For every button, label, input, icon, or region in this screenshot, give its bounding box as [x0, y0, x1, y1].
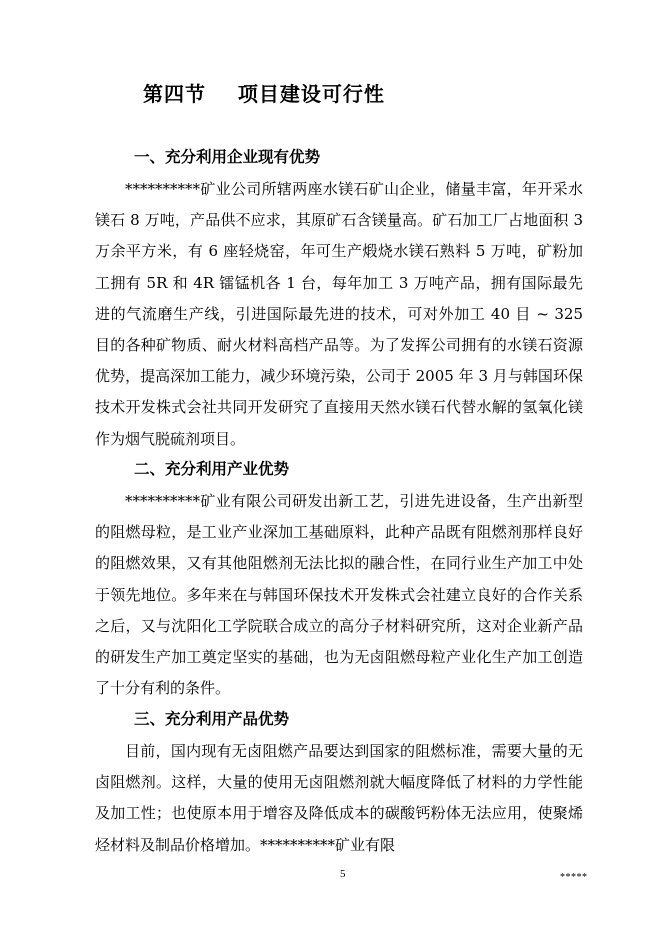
paragraph-2: **********矿业有限公司研发出新工艺，引进先进设备，生产出新型的阻燃母粒，是工业产业深加工基础原料，此种产品既有阻燃剂那样良好的阻燃效果，又有其他阻燃剂无法比拟的融合性，在同行业生产加工中处于领先地位。多年来在与韩国环保技术开发株式会社建立良好的合作关系之后，又与沈阳化工学院联合成立的高分子材料研究所，这对企业新产品的研发生产加工奠定坚实的基础，也为无卤阻燃母粒产业化生产加工创造了十分有利的条件。: [95, 492, 583, 698]
heading-3: 三、充分利用产品优势: [134, 710, 290, 728]
paragraph-3: 目前，国内现有无卤阻燃产品要达到国家的阻燃标准，需要大量的无卤阻燃剂。这样，大量的使用无卤阻燃剂就大幅度降低了材料的力学性能及加工性；也使原本用于增容及降低成本的碳酸钙粉体无法应用，使聚烯烃材料及制品价格增加。**********矿业有限: [95, 742, 583, 854]
heading-1: 一、充分利用企业现有优势: [134, 148, 321, 166]
page-number: 5: [340, 868, 346, 880]
paragraph-1: **********矿业公司所辖两座水镁石矿山企业，储量丰富，年开采水镁石 8 万吨，产品供不应求，其原矿石含镁量高。矿石加工厂占地面积 3 万余平方米，有 6 座轻烧窑，年可生产煅烧水镁石熟料 5 万吨，矿粉加工拥有 5R 和 4R 镭锰机各 1 台，每年加工 3 万吨产品，拥有国际最先进的气流磨生产线，引进国际最先进的技术，可对外加工 40 目 ~ 325 目的各种矿物质、耐火材料高档产品等。为了发挥公司拥有的水镁石资源优势，提高深加工能力，减少环境污染，公司于 2005 年 3 月与韩国环保技术开发株式会社共同开发研究了直接用天然水镁石代替水解的氢氧化镁作为烟气脱硫剂项目。: [95, 180, 583, 448]
footer-mark: *****: [560, 872, 588, 883]
heading-2: 二、充分利用产业优势: [134, 460, 290, 478]
section-title: 第四节 项目建设可行性: [143, 82, 385, 106]
